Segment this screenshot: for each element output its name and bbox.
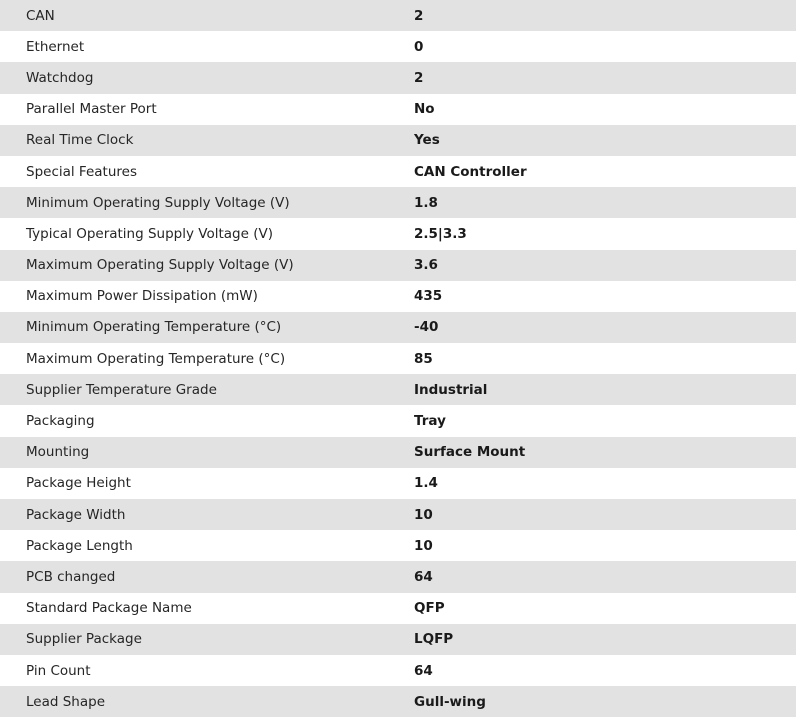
spec-label: Lead Shape xyxy=(0,686,414,717)
spec-label: Mounting xyxy=(0,437,414,468)
spec-value: 1.4 xyxy=(414,468,796,499)
spec-row-packaging xyxy=(0,405,796,436)
spec-label: Minimum Operating Supply Voltage (V) xyxy=(0,187,414,218)
spec-value: 2 xyxy=(414,0,796,31)
spec-value: 2.5|3.3 xyxy=(414,218,796,249)
spec-value: No xyxy=(414,94,796,125)
spec-row-real-time-clock xyxy=(0,125,796,156)
spec-row-lead-shape xyxy=(0,686,796,717)
spec-value: 1.8 xyxy=(414,187,796,218)
spec-value: 64 xyxy=(414,561,796,592)
spec-value: 85 xyxy=(414,343,796,374)
spec-label: Minimum Operating Temperature (°C) xyxy=(0,312,414,343)
spec-value: 10 xyxy=(414,530,796,561)
spec-value: CAN Controller xyxy=(414,156,796,187)
spec-row-pcb-changed xyxy=(0,561,796,592)
spec-value: 435 xyxy=(414,281,796,312)
spec-label: Package Width xyxy=(0,499,414,530)
spec-label: Special Features xyxy=(0,156,414,187)
spec-row-package-width xyxy=(0,499,796,530)
spec-row-min-supply-voltage xyxy=(0,187,796,218)
spec-row-pin-count xyxy=(0,655,796,686)
spec-row-max-supply-voltage xyxy=(0,250,796,281)
spec-value: LQFP xyxy=(414,624,796,655)
spec-label: Package Length xyxy=(0,530,414,561)
spec-row-max-power-dissipation xyxy=(0,281,796,312)
spec-value: 64 xyxy=(414,655,796,686)
spec-value: 2 xyxy=(414,62,796,93)
spec-label: Supplier Package xyxy=(0,624,414,655)
spec-row-min-operating-temp xyxy=(0,312,796,343)
spec-row-can xyxy=(0,0,796,31)
spec-label: Parallel Master Port xyxy=(0,94,414,125)
spec-value: 10 xyxy=(414,499,796,530)
spec-row-package-height xyxy=(0,468,796,499)
spec-label: PCB changed xyxy=(0,561,414,592)
spec-label: Standard Package Name xyxy=(0,593,414,624)
spec-label: Watchdog xyxy=(0,62,414,93)
spec-row-temperature-grade xyxy=(0,374,796,405)
spec-value: Gull-wing xyxy=(414,686,796,717)
spec-label: Pin Count xyxy=(0,655,414,686)
spec-label: Maximum Operating Supply Voltage (V) xyxy=(0,250,414,281)
spec-label: Maximum Operating Temperature (°C) xyxy=(0,343,414,374)
spec-label: Typical Operating Supply Voltage (V) xyxy=(0,218,414,249)
spec-value: Yes xyxy=(414,125,796,156)
spec-label: Maximum Power Dissipation (mW) xyxy=(0,281,414,312)
spec-label: Supplier Temperature Grade xyxy=(0,374,414,405)
spec-label: Real Time Clock xyxy=(0,125,414,156)
spec-label: CAN xyxy=(0,0,414,31)
spec-label: Package Height xyxy=(0,468,414,499)
spec-value: 0 xyxy=(414,31,796,62)
spec-row-standard-package-name xyxy=(0,593,796,624)
spec-row-package-length xyxy=(0,530,796,561)
spec-row-watchdog xyxy=(0,62,796,93)
spec-label: Packaging xyxy=(0,405,414,436)
spec-row-special-features xyxy=(0,156,796,187)
spec-label: Ethernet xyxy=(0,31,414,62)
spec-value: Surface Mount xyxy=(414,437,796,468)
spec-value: Tray xyxy=(414,405,796,436)
spec-row-mounting xyxy=(0,437,796,468)
spec-row-supplier-package xyxy=(0,624,796,655)
spec-row-max-operating-temp xyxy=(0,343,796,374)
spec-row-parallel-master-port xyxy=(0,94,796,125)
spec-value: Industrial xyxy=(414,374,796,405)
spec-row-ethernet xyxy=(0,31,796,62)
spec-value: -40 xyxy=(414,312,796,343)
spec-value: QFP xyxy=(414,593,796,624)
spec-value: 3.6 xyxy=(414,250,796,281)
spec-row-typical-supply-voltage xyxy=(0,218,796,249)
